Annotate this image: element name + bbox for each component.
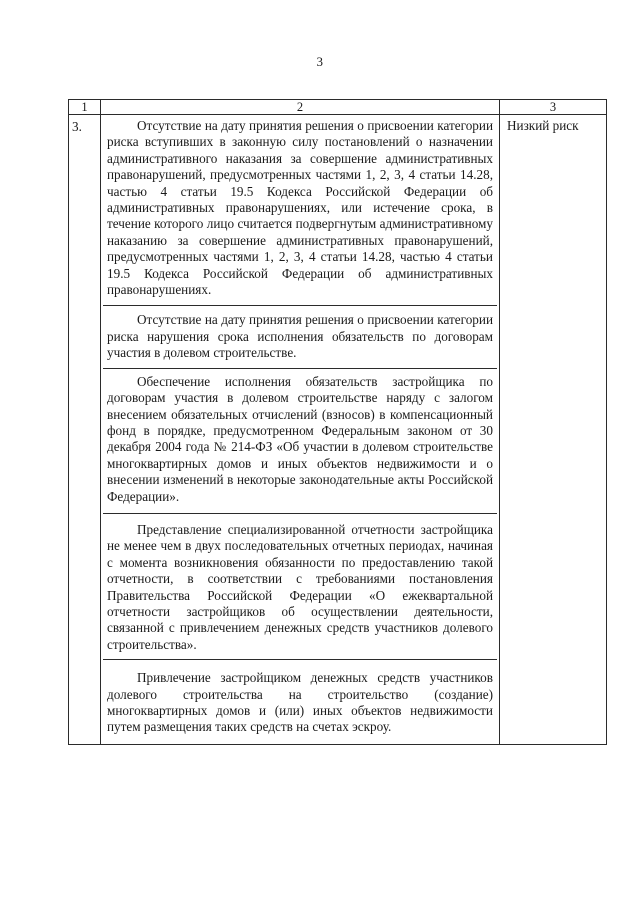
criterion-paragraph-4: Представление специализированной отчетности застройщика не менее чем в двух последовательных отчетных периодах, начиная с момента возникновения обязанности по предоставлению такой отчетности, в соответствии с требованиями постановления Правительства Российской Федерации «О ежеквартальной отчетности застройщиков об осуществлении деятельности, связанной с привлечением денежных средств участников долевого строительства». xyxy=(107,521,493,652)
criterion-paragraph-2: Отсутствие на дату принятия решения о присвоении категории риска нарушения срока исполнения обязательств по договорам участия в долевом строительстве. xyxy=(107,312,493,361)
table-header-row xyxy=(69,100,607,115)
column-header-1: 1 xyxy=(69,100,101,115)
criterion-paragraph-1: Отсутствие на дату принятия решения о присвоении категории риска вступивших в законную силу постановлений о назначении административного наказания за совершение административных правонарушений, предусмотренных частями 1, 2, 3, 4 статьи 14.28, частью 4 статьи 19.5 Кодекса Российской Федерации об административных правонарушениях, или истечение срока, в течение которого лицо считается подвергнутым административному наказанию за совершение административных правонарушений, предусмотренных частями 1, 2, 3, 4 статьи 14.28, частью 4 статьи 19.5 Кодекса Российской Федерации об административных правонарушениях. xyxy=(107,118,493,298)
criterion-paragraph-3: Обеспечение исполнения обязательств застройщика по договорам участия в долевом строительстве наряду с залогом внесением обязательных отчислений (взносов) в компенсационный фонд в порядке, предусмотренном Федеральным законом от 30 декабря 2004 года № 214-ФЗ «Об участии в долевом строительстве многоквартирных домов и иных объектов недвижимости и о внесении изменений в некоторые законодательные акты Российской Федерации». xyxy=(107,373,493,504)
risk-category: Низкий риск xyxy=(507,118,579,133)
row-number: 3. xyxy=(72,119,82,134)
table-row xyxy=(69,115,607,745)
risk-cell xyxy=(500,115,607,745)
criterion-paragraph-5: Привлечение застройщиком денежных средств участников долевого строительства на строительство (создание) многоквартирных домов и (или) иных объектов недвижимости путем размещения таких средств на счетах эскроу. xyxy=(107,670,493,735)
column-header-2: 2 xyxy=(101,100,500,115)
row-number-cell xyxy=(69,115,101,745)
column-header-3: 3 xyxy=(500,100,607,115)
page-number: 3 xyxy=(316,54,324,69)
criteria-table xyxy=(68,99,607,745)
criteria-cell xyxy=(101,115,500,745)
